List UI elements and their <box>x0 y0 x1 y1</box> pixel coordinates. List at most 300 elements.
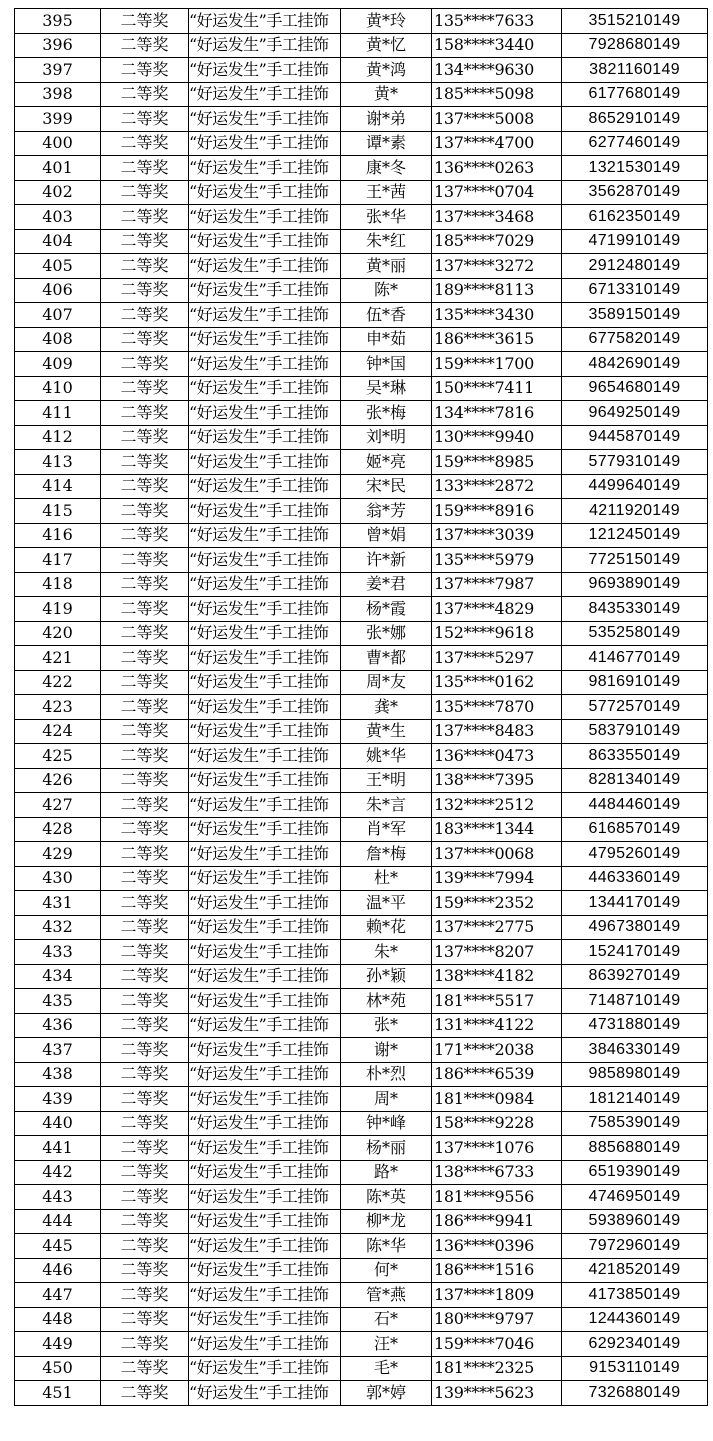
winner-name-cell: 杨*丽 <box>341 1136 432 1161</box>
row-number-cell: 395 <box>15 9 101 34</box>
prize-name-cell: “好运发生”手工挂饰 <box>189 1087 341 1112</box>
prize-level-cell: 二等奖 <box>101 9 189 34</box>
row-number-cell: 420 <box>15 621 101 646</box>
row-number-cell: 440 <box>15 1111 101 1136</box>
winner-name-cell: 朱*红 <box>341 229 432 254</box>
table-row <box>15 180 708 205</box>
redeem-code-cell: 4842690149 <box>562 352 708 377</box>
prize-level-cell: 二等奖 <box>101 646 189 671</box>
phone-number-cell: 137****8483 <box>432 719 562 744</box>
prize-name-cell: “好运发生”手工挂饰 <box>189 1381 341 1406</box>
phone-number-cell: 150****7411 <box>432 376 562 401</box>
phone-number-cell: 137****1809 <box>432 1283 562 1308</box>
row-number-cell: 431 <box>15 891 101 916</box>
phone-number-cell: 137****3468 <box>432 205 562 230</box>
winner-name-cell: 杜* <box>341 866 432 891</box>
phone-number-cell: 152****9618 <box>432 621 562 646</box>
redeem-code-cell: 5837910149 <box>562 719 708 744</box>
phone-number-cell: 139****7994 <box>432 866 562 891</box>
table-row <box>15 1381 708 1406</box>
prize-name-cell: “好运发生”手工挂饰 <box>189 474 341 499</box>
row-number-cell: 396 <box>15 33 101 58</box>
table-row <box>15 548 708 573</box>
table-row <box>15 670 708 695</box>
prize-name-cell: “好运发生”手工挂饰 <box>189 156 341 181</box>
prize-level-cell: 二等奖 <box>101 278 189 303</box>
winner-name-cell: 吴*琳 <box>341 376 432 401</box>
redeem-code-cell: 4173850149 <box>562 1283 708 1308</box>
phone-number-cell: 159****7046 <box>432 1332 562 1357</box>
winner-name-cell: 路* <box>341 1160 432 1185</box>
prize-level-cell: 二等奖 <box>101 817 189 842</box>
prize-name-cell: “好运发生”手工挂饰 <box>189 1111 341 1136</box>
row-number-cell: 429 <box>15 842 101 867</box>
row-number-cell: 441 <box>15 1136 101 1161</box>
table-row <box>15 9 708 34</box>
redeem-code-cell: 4463360149 <box>562 866 708 891</box>
phone-number-cell: 159****2352 <box>432 891 562 916</box>
row-number-cell: 413 <box>15 450 101 475</box>
phone-number-cell: 185****5098 <box>432 82 562 107</box>
prize-level-cell: 二等奖 <box>101 1283 189 1308</box>
row-number-cell: 417 <box>15 548 101 573</box>
redeem-code-cell: 1244360149 <box>562 1307 708 1332</box>
row-number-cell: 447 <box>15 1283 101 1308</box>
prize-level-cell: 二等奖 <box>101 1136 189 1161</box>
table-row <box>15 964 708 989</box>
phone-number-cell: 171****2038 <box>432 1038 562 1063</box>
row-number-cell: 425 <box>15 744 101 769</box>
row-number-cell: 402 <box>15 180 101 205</box>
prize-level-cell: 二等奖 <box>101 1209 189 1234</box>
phone-number-cell: 135****7870 <box>432 695 562 720</box>
row-number-cell: 409 <box>15 352 101 377</box>
phone-number-cell: 159****1700 <box>432 352 562 377</box>
table-row <box>15 1062 708 1087</box>
winner-name-cell: 申*茹 <box>341 327 432 352</box>
row-number-cell: 449 <box>15 1332 101 1357</box>
redeem-code-cell: 4795260149 <box>562 842 708 867</box>
row-number-cell: 403 <box>15 205 101 230</box>
table-row <box>15 768 708 793</box>
prize-level-cell: 二等奖 <box>101 1356 189 1381</box>
row-number-cell: 397 <box>15 58 101 83</box>
phone-number-cell: 139****5623 <box>432 1381 562 1406</box>
prize-name-cell: “好运发生”手工挂饰 <box>189 964 341 989</box>
redeem-code-cell: 8639270149 <box>562 964 708 989</box>
prize-name-cell: “好运发生”手工挂饰 <box>189 817 341 842</box>
row-number-cell: 411 <box>15 401 101 426</box>
prize-level-cell: 二等奖 <box>101 891 189 916</box>
phone-number-cell: 185****7029 <box>432 229 562 254</box>
row-number-cell: 434 <box>15 964 101 989</box>
redeem-code-cell: 4967380149 <box>562 915 708 940</box>
redeem-code-cell: 3515210149 <box>562 9 708 34</box>
prize-name-cell: “好运发生”手工挂饰 <box>189 303 341 328</box>
row-number-cell: 437 <box>15 1038 101 1063</box>
winner-name-cell: 周* <box>341 1087 432 1112</box>
prize-level-cell: 二等奖 <box>101 254 189 279</box>
table-row <box>15 695 708 720</box>
winner-name-cell: 康*冬 <box>341 156 432 181</box>
winner-name-cell: 黄*玲 <box>341 9 432 34</box>
phone-number-cell: 159****8916 <box>432 499 562 524</box>
winner-name-cell: 刘*明 <box>341 425 432 450</box>
table-row <box>15 1332 708 1357</box>
prize-level-cell: 二等奖 <box>101 1062 189 1087</box>
winner-name-cell: 王*茜 <box>341 180 432 205</box>
prize-name-cell: “好运发生”手工挂饰 <box>189 695 341 720</box>
prize-name-cell: “好运发生”手工挂饰 <box>189 58 341 83</box>
prize-name-cell: “好运发生”手工挂饰 <box>189 989 341 1014</box>
prize-level-cell: 二等奖 <box>101 180 189 205</box>
prize-name-cell: “好运发生”手工挂饰 <box>189 499 341 524</box>
redeem-code-cell: 8281340149 <box>562 768 708 793</box>
prize-name-cell: “好运发生”手工挂饰 <box>189 376 341 401</box>
winner-name-cell: 黄* <box>341 82 432 107</box>
winner-name-cell: 伍*香 <box>341 303 432 328</box>
winner-name-cell: 朱*言 <box>341 793 432 818</box>
prize-level-cell: 二等奖 <box>101 523 189 548</box>
prize-level-cell: 二等奖 <box>101 1185 189 1210</box>
row-number-cell: 405 <box>15 254 101 279</box>
winner-name-cell: 龚* <box>341 695 432 720</box>
redeem-code-cell: 7585390149 <box>562 1111 708 1136</box>
row-number-cell: 432 <box>15 915 101 940</box>
row-number-cell: 415 <box>15 499 101 524</box>
winner-name-cell: 王*明 <box>341 768 432 793</box>
table-row <box>15 1038 708 1063</box>
table-row <box>15 817 708 842</box>
table-row <box>15 523 708 548</box>
phone-number-cell: 181****0984 <box>432 1087 562 1112</box>
prize-name-cell: “好运发生”手工挂饰 <box>189 131 341 156</box>
prize-name-cell: “好运发生”手工挂饰 <box>189 1209 341 1234</box>
prize-level-cell: 二等奖 <box>101 474 189 499</box>
winner-name-cell: 赖*花 <box>341 915 432 940</box>
phone-number-cell: 137****5008 <box>432 107 562 132</box>
winner-name-cell: 何* <box>341 1258 432 1283</box>
row-number-cell: 419 <box>15 597 101 622</box>
prize-name-cell: “好运发生”手工挂饰 <box>189 1234 341 1259</box>
redeem-code-cell: 6519390149 <box>562 1160 708 1185</box>
redeem-code-cell: 6162350149 <box>562 205 708 230</box>
winner-name-cell: 孙*颖 <box>341 964 432 989</box>
table-row <box>15 1209 708 1234</box>
prize-level-cell: 二等奖 <box>101 1234 189 1259</box>
prize-name-cell: “好运发生”手工挂饰 <box>189 1160 341 1185</box>
table-row <box>15 33 708 58</box>
row-number-cell: 412 <box>15 425 101 450</box>
prize-level-cell: 二等奖 <box>101 940 189 965</box>
prize-name-cell: “好运发生”手工挂饰 <box>189 744 341 769</box>
table-row <box>15 156 708 181</box>
table-row <box>15 940 708 965</box>
winner-name-cell: 姚*华 <box>341 744 432 769</box>
phone-number-cell: 138****7395 <box>432 768 562 793</box>
redeem-code-cell: 1812140149 <box>562 1087 708 1112</box>
row-number-cell: 410 <box>15 376 101 401</box>
table-row <box>15 1283 708 1308</box>
winner-name-cell: 管*燕 <box>341 1283 432 1308</box>
prize-level-cell: 二等奖 <box>101 82 189 107</box>
winner-name-cell: 谭*素 <box>341 131 432 156</box>
redeem-code-cell: 4211920149 <box>562 499 708 524</box>
table-row <box>15 82 708 107</box>
phone-number-cell: 181****2325 <box>432 1356 562 1381</box>
row-number-cell: 400 <box>15 131 101 156</box>
prize-level-cell: 二等奖 <box>101 915 189 940</box>
prize-name-cell: “好运发生”手工挂饰 <box>189 768 341 793</box>
prize-name-cell: “好运发生”手工挂饰 <box>189 1062 341 1087</box>
prize-level-cell: 二等奖 <box>101 352 189 377</box>
prize-level-cell: 二等奖 <box>101 131 189 156</box>
phone-number-cell: 138****6733 <box>432 1160 562 1185</box>
prize-level-cell: 二等奖 <box>101 1381 189 1406</box>
phone-number-cell: 136****0396 <box>432 1234 562 1259</box>
redeem-code-cell: 4499640149 <box>562 474 708 499</box>
redeem-code-cell: 4484460149 <box>562 793 708 818</box>
table-row <box>15 278 708 303</box>
prize-name-cell: “好运发生”手工挂饰 <box>189 425 341 450</box>
prize-name-cell: “好运发生”手工挂饰 <box>189 523 341 548</box>
redeem-code-cell: 3589150149 <box>562 303 708 328</box>
prize-name-cell: “好运发生”手工挂饰 <box>189 842 341 867</box>
table-row <box>15 989 708 1014</box>
winners-table-body <box>15 9 708 1406</box>
table-row <box>15 891 708 916</box>
row-number-cell: 421 <box>15 646 101 671</box>
winner-name-cell: 石* <box>341 1307 432 1332</box>
table-row <box>15 327 708 352</box>
table-row <box>15 401 708 426</box>
winner-name-cell: 朴*烈 <box>341 1062 432 1087</box>
winner-name-cell: 曾*娟 <box>341 523 432 548</box>
prize-level-cell: 二等奖 <box>101 793 189 818</box>
table-row <box>15 1160 708 1185</box>
row-number-cell: 404 <box>15 229 101 254</box>
winner-name-cell: 陈* <box>341 278 432 303</box>
prize-level-cell: 二等奖 <box>101 229 189 254</box>
prize-name-cell: “好运发生”手工挂饰 <box>189 1013 341 1038</box>
prize-name-cell: “好运发生”手工挂饰 <box>189 891 341 916</box>
redeem-code-cell: 3846330149 <box>562 1038 708 1063</box>
prize-name-cell: “好运发生”手工挂饰 <box>189 205 341 230</box>
winner-name-cell: 黄*丽 <box>341 254 432 279</box>
table-row <box>15 1136 708 1161</box>
phone-number-cell: 186****1516 <box>432 1258 562 1283</box>
phone-number-cell: 180****9797 <box>432 1307 562 1332</box>
prize-name-cell: “好运发生”手工挂饰 <box>189 915 341 940</box>
row-number-cell: 438 <box>15 1062 101 1087</box>
redeem-code-cell: 8633550149 <box>562 744 708 769</box>
row-number-cell: 450 <box>15 1356 101 1381</box>
row-number-cell: 398 <box>15 82 101 107</box>
table-row <box>15 744 708 769</box>
winner-name-cell: 许*新 <box>341 548 432 573</box>
redeem-code-cell: 9445870149 <box>562 425 708 450</box>
prize-name-cell: “好运发生”手工挂饰 <box>189 401 341 426</box>
table-row <box>15 719 708 744</box>
redeem-code-cell: 9153110149 <box>562 1356 708 1381</box>
row-number-cell: 406 <box>15 278 101 303</box>
prize-level-cell: 二等奖 <box>101 499 189 524</box>
prize-level-cell: 二等奖 <box>101 327 189 352</box>
redeem-code-cell: 9693890149 <box>562 572 708 597</box>
phone-number-cell: 137****2775 <box>432 915 562 940</box>
prize-name-cell: “好运发生”手工挂饰 <box>189 254 341 279</box>
prize-name-cell: “好运发生”手工挂饰 <box>189 793 341 818</box>
winner-name-cell: 温*平 <box>341 891 432 916</box>
table-row <box>15 1307 708 1332</box>
redeem-code-cell: 5772570149 <box>562 695 708 720</box>
table-row <box>15 499 708 524</box>
redeem-code-cell: 1524170149 <box>562 940 708 965</box>
winner-name-cell: 曹*都 <box>341 646 432 671</box>
redeem-code-cell: 1212450149 <box>562 523 708 548</box>
winner-name-cell: 柳*龙 <box>341 1209 432 1234</box>
prize-level-cell: 二等奖 <box>101 621 189 646</box>
row-number-cell: 407 <box>15 303 101 328</box>
phone-number-cell: 137****1076 <box>432 1136 562 1161</box>
table-row <box>15 425 708 450</box>
winner-name-cell: 陈*英 <box>341 1185 432 1210</box>
prize-name-cell: “好运发生”手工挂饰 <box>189 278 341 303</box>
table-row <box>15 1111 708 1136</box>
prize-level-cell: 二等奖 <box>101 425 189 450</box>
prize-level-cell: 二等奖 <box>101 768 189 793</box>
prize-name-cell: “好运发生”手工挂饰 <box>189 940 341 965</box>
winner-name-cell: 黄*鸿 <box>341 58 432 83</box>
phone-number-cell: 181****5517 <box>432 989 562 1014</box>
prize-name-cell: “好运发生”手工挂饰 <box>189 107 341 132</box>
prize-level-cell: 二等奖 <box>101 1332 189 1357</box>
redeem-code-cell: 8435330149 <box>562 597 708 622</box>
prize-name-cell: “好运发生”手工挂饰 <box>189 548 341 573</box>
prize-level-cell: 二等奖 <box>101 719 189 744</box>
row-number-cell: 428 <box>15 817 101 842</box>
row-number-cell: 414 <box>15 474 101 499</box>
table-row <box>15 352 708 377</box>
prize-level-cell: 二等奖 <box>101 1307 189 1332</box>
phone-number-cell: 136****0263 <box>432 156 562 181</box>
table-row <box>15 1234 708 1259</box>
redeem-code-cell: 5779310149 <box>562 450 708 475</box>
prize-level-cell: 二等奖 <box>101 58 189 83</box>
phone-number-cell: 186****3615 <box>432 327 562 352</box>
redeem-code-cell: 9858980149 <box>562 1062 708 1087</box>
table-row <box>15 1087 708 1112</box>
redeem-code-cell: 7972960149 <box>562 1234 708 1259</box>
redeem-code-cell: 4218520149 <box>562 1258 708 1283</box>
prize-name-cell: “好运发生”手工挂饰 <box>189 229 341 254</box>
phone-number-cell: 137****4829 <box>432 597 562 622</box>
winner-name-cell: 张*梅 <box>341 401 432 426</box>
phone-number-cell: 137****3272 <box>432 254 562 279</box>
table-row <box>15 915 708 940</box>
table-row <box>15 866 708 891</box>
prize-name-cell: “好运发生”手工挂饰 <box>189 327 341 352</box>
row-number-cell: 448 <box>15 1307 101 1332</box>
phone-number-cell: 134****7816 <box>432 401 562 426</box>
prize-level-cell: 二等奖 <box>101 597 189 622</box>
table-row <box>15 1013 708 1038</box>
prize-level-cell: 二等奖 <box>101 989 189 1014</box>
prize-level-cell: 二等奖 <box>101 1111 189 1136</box>
table-row <box>15 842 708 867</box>
winner-name-cell: 黄*生 <box>341 719 432 744</box>
phone-number-cell: 137****5297 <box>432 646 562 671</box>
row-number-cell: 408 <box>15 327 101 352</box>
row-number-cell: 424 <box>15 719 101 744</box>
redeem-code-cell: 5938960149 <box>562 1209 708 1234</box>
redeem-code-cell: 4719910149 <box>562 229 708 254</box>
phone-number-cell: 135****5979 <box>432 548 562 573</box>
redeem-code-cell: 8652910149 <box>562 107 708 132</box>
prize-level-cell: 二等奖 <box>101 866 189 891</box>
phone-number-cell: 133****2872 <box>432 474 562 499</box>
redeem-code-cell: 3562870149 <box>562 180 708 205</box>
winner-name-cell: 陈*华 <box>341 1234 432 1259</box>
row-number-cell: 399 <box>15 107 101 132</box>
table-row <box>15 597 708 622</box>
table-row <box>15 450 708 475</box>
table-row <box>15 1258 708 1283</box>
prize-name-cell: “好运发生”手工挂饰 <box>189 1283 341 1308</box>
winner-name-cell: 肖*军 <box>341 817 432 842</box>
redeem-code-cell: 7148710149 <box>562 989 708 1014</box>
table-row <box>15 254 708 279</box>
table-row <box>15 107 708 132</box>
prize-level-cell: 二等奖 <box>101 156 189 181</box>
prize-level-cell: 二等奖 <box>101 695 189 720</box>
table-row <box>15 131 708 156</box>
redeem-code-cell: 9654680149 <box>562 376 708 401</box>
redeem-code-cell: 6292340149 <box>562 1332 708 1357</box>
phone-number-cell: 135****7633 <box>432 9 562 34</box>
winner-name-cell: 宋*民 <box>341 474 432 499</box>
prize-name-cell: “好运发生”手工挂饰 <box>189 597 341 622</box>
winner-name-cell: 周*友 <box>341 670 432 695</box>
redeem-code-cell: 1321530149 <box>562 156 708 181</box>
table-row <box>15 1356 708 1381</box>
prize-level-cell: 二等奖 <box>101 1258 189 1283</box>
winner-name-cell: 张*娜 <box>341 621 432 646</box>
winner-name-cell: 郭*婷 <box>341 1381 432 1406</box>
phone-number-cell: 183****1344 <box>432 817 562 842</box>
prize-level-cell: 二等奖 <box>101 964 189 989</box>
prize-level-cell: 二等奖 <box>101 303 189 328</box>
phone-number-cell: 186****9941 <box>432 1209 562 1234</box>
redeem-code-cell: 8856880149 <box>562 1136 708 1161</box>
winner-name-cell: 朱* <box>341 940 432 965</box>
row-number-cell: 433 <box>15 940 101 965</box>
row-number-cell: 427 <box>15 793 101 818</box>
prize-level-cell: 二等奖 <box>101 842 189 867</box>
phone-number-cell: 186****6539 <box>432 1062 562 1087</box>
redeem-code-cell: 9816910149 <box>562 670 708 695</box>
row-number-cell: 426 <box>15 768 101 793</box>
winner-name-cell: 詹*梅 <box>341 842 432 867</box>
prize-name-cell: “好运发生”手工挂饰 <box>189 82 341 107</box>
prize-level-cell: 二等奖 <box>101 376 189 401</box>
phone-number-cell: 136****0473 <box>432 744 562 769</box>
phone-number-cell: 137****7987 <box>432 572 562 597</box>
row-number-cell: 401 <box>15 156 101 181</box>
redeem-code-cell: 6168570149 <box>562 817 708 842</box>
prize-name-cell: “好运发生”手工挂饰 <box>189 572 341 597</box>
prize-level-cell: 二等奖 <box>101 401 189 426</box>
